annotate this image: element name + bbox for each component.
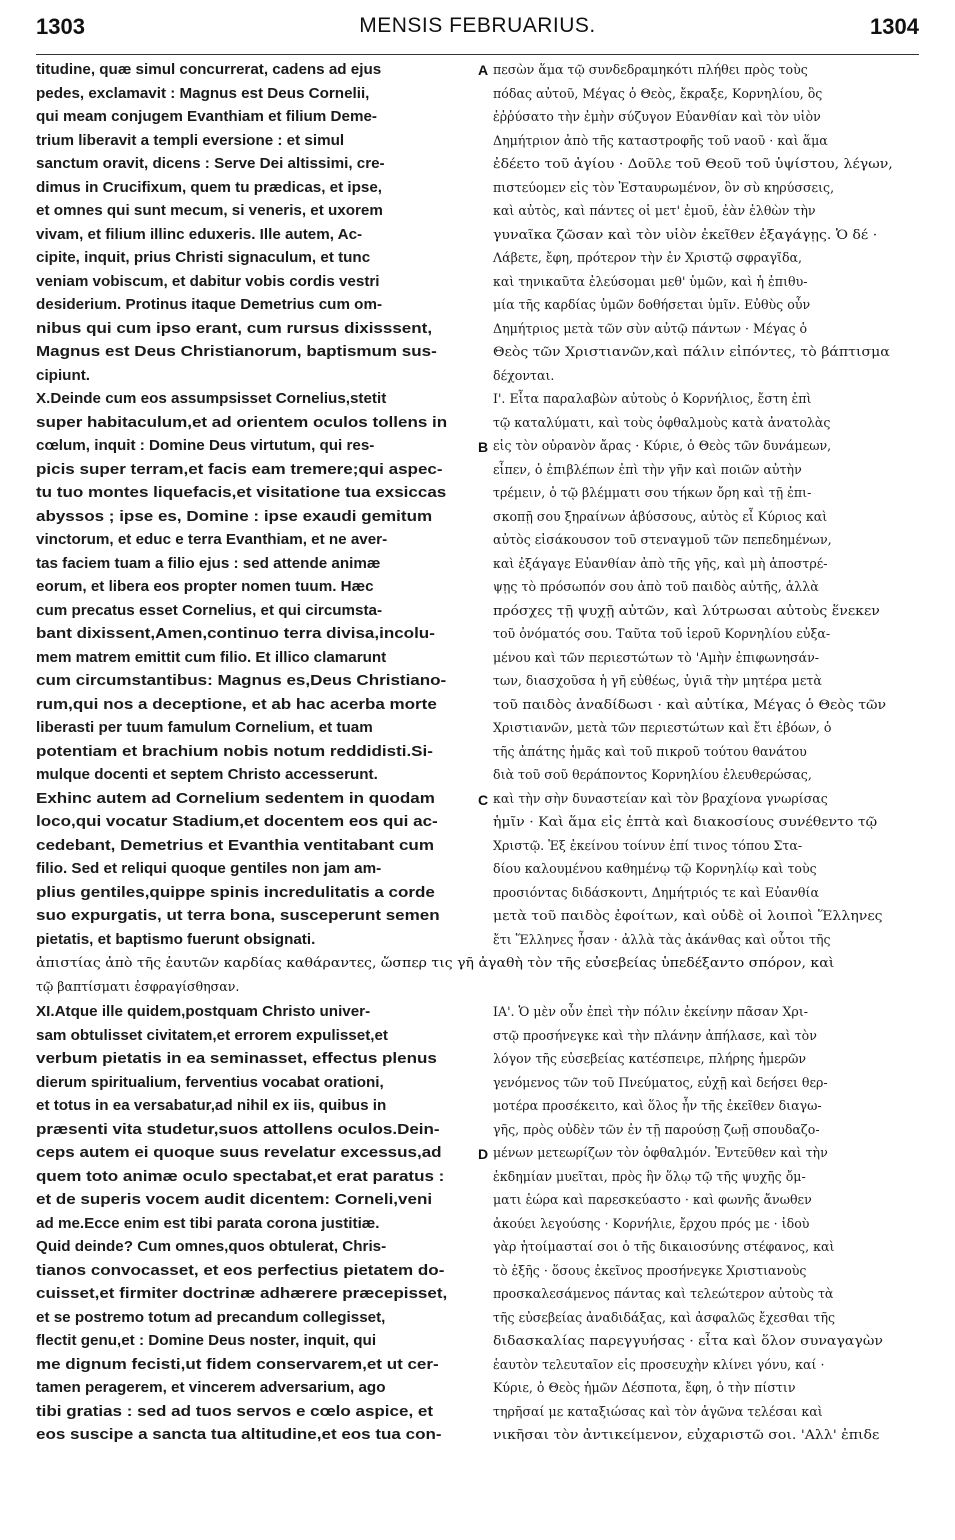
running-title: MENSIS FEBRUARIUS. [359, 14, 596, 37]
latin-text-line-text: tianos convocasset, et eos perfectius pietatem do- [36, 1261, 445, 1279]
latin-text-line-text: tibi gratias : sed ad tuos servos e cœlo aspice, et [36, 1402, 434, 1420]
greek-text-line [493, 575, 923, 599]
latin-text-line-text: nibus qui cum ipso erant, cum rursus dixisssent, [36, 319, 433, 337]
greek-text-line [493, 1118, 923, 1142]
greek-text-line [493, 176, 923, 200]
greek-column-bottom [493, 1000, 923, 1447]
greek-text-line [493, 1071, 923, 1095]
greek-text-line [493, 458, 923, 482]
latin-text-line-text: X.Deinde cum eos assumpsisset Cornelius,stetit [36, 390, 387, 407]
latin-text-line [36, 1118, 478, 1142]
latin-text-line [36, 481, 478, 505]
greek-text-line [493, 1165, 923, 1189]
latin-text-line [36, 1024, 478, 1048]
greek-text-line-text: πιστεύομεν εἰς τὸν Ἐσταυρωμένον, ὃν σὺ κηρύσσεις, [493, 179, 835, 195]
greek-text-line [493, 317, 923, 341]
latin-text-line-text: mulque docenti et septem Christo accesserunt. [36, 766, 378, 783]
greek-text-line-text: καὶ αὐτὸς, καὶ πάντες οἱ μετ' ἐμοῦ, ἐὰν ἐλθὼν τὴν [493, 203, 816, 218]
latin-text-line-text: cœlum, inquit : Domine Deus virtutum, qui res- [36, 437, 375, 454]
latin-text-line-text: ceps autem ei quoque suus revelatur excessus,ad [36, 1144, 442, 1161]
latin-text-line-text: et omnes qui sunt mecum, si veneris, et uxorem [36, 202, 383, 219]
greek-text-line [493, 669, 923, 693]
latin-text-line [36, 270, 478, 294]
latin-text-line [36, 1188, 478, 1212]
latin-text-line [36, 293, 478, 317]
latin-text-line [36, 810, 478, 834]
greek-text-line [493, 622, 923, 646]
greek-text-line-text: στῷ προσήνεγκε καὶ τὴν πλάνην ἀπήλασε, καὶ τὸν [493, 1027, 817, 1043]
latin-text-line-text: vinctorum, et educ e terra Evanthiam, et ne aver- [36, 531, 388, 548]
latin-text-line-text: Quid deinde? Cum omnes,quos obtulerat, Chris- [36, 1238, 387, 1255]
latin-text-line-text: ad me.Ecce enim est tibi parata corona justitiæ. [36, 1214, 380, 1232]
greek-text-line-text: δέχονται. [493, 367, 555, 383]
latin-text-line-text: dimus in Crucifixum, quem tu prædicas, et ipse, [36, 178, 383, 196]
greek-text-line [493, 340, 923, 364]
greek-text-line [493, 129, 923, 153]
latin-text-line [36, 340, 478, 364]
greek-text-line [493, 646, 923, 670]
greek-text-line-text: τοῦ παιδὸς ἀναδίδωσι · καὶ αὐτίκα, Μέγας ὁ Θεὸς τῶν [493, 696, 887, 712]
greek-text-line [493, 1047, 923, 1071]
greek-text-line-text: ἔτι Ἕλληνες ἦσαν · ἀλλὰ τὰς ἀκάνθας καὶ οὗτοι τῆς [493, 931, 831, 947]
margin-letter-d: D [478, 1146, 489, 1162]
latin-text-line-text: cipiunt. [36, 366, 90, 384]
latin-text-line [36, 105, 478, 129]
latin-text-line-text: mem matrem emittit cum filio. Et illico clamarunt [36, 648, 387, 666]
latin-text-line-text: cipite, inquit, prius Christi signaculum, et tunc [36, 249, 371, 266]
latin-text-line-text: XI.Atque ille quidem,postquam Christo univer- [36, 1003, 371, 1020]
latin-text-line [36, 1071, 478, 1095]
greek-text-line-text: μοτέρα προσέκειτο, καὶ ὅλος ἦν τῆς ἐκεῖθεν διαγω- [493, 1098, 822, 1113]
latin-column-top [36, 58, 478, 951]
latin-text-line [36, 928, 478, 952]
greek-full-line-text: τῷ βαπτίσματι ἐσφραγίσθησαν. [36, 978, 240, 994]
greek-text-line [493, 481, 923, 505]
greek-text-line-text: τῆς εὐσεβείας ἀναδιδάξας, καὶ ἀσφαλῶς ἔχεσθαι τῆς [493, 1309, 836, 1325]
latin-text-line [36, 599, 478, 623]
greek-text-line [493, 810, 923, 834]
greek-text-line-text: τρέμειν, ὁ τῷ βλέμματι σου τήκων ὄρη καὶ τῇ ἐπι- [493, 485, 812, 500]
greek-text-line [493, 1235, 923, 1259]
greek-text-line [493, 82, 923, 106]
latin-text-line [36, 58, 478, 82]
greek-full-line [36, 975, 922, 999]
latin-text-line-text: bant dixissent,Amen,continuo terra divisa,incolu- [36, 625, 435, 642]
greek-text-line-text: ἐῤῥύσατο τὴν ἐμὴν σύζυγον Εὐανθίαν καὶ τὸν υἱὸν [493, 109, 821, 124]
greek-column-top [493, 58, 923, 951]
latin-text-line [36, 693, 478, 717]
greek-text-line-text: εἰς τὸν οὐρανὸν ἄρας · Κύριε, ὁ Θεὸς τῶν δυνάμεων, [493, 438, 832, 453]
latin-text-line-text: sanctum oravit, dicens : Serve Dei altissimi, cre- [36, 155, 385, 172]
greek-text-line-text: τὸ ἑξῆς · ὅσους ἐκεῖνος προσήνεγκε Χριστιανοὺς [493, 1262, 807, 1278]
latin-text-line-text: suo expurgatis, ut terra bona, susceperunt semen [36, 907, 440, 924]
greek-text-line [493, 505, 923, 529]
latin-text-line [36, 904, 478, 928]
latin-text-line-text: qui meam conjugem Evanthiam et filium Deme- [36, 108, 377, 125]
greek-text-line [493, 716, 923, 740]
greek-text-line-text: προσιόντας διδάσκοντι, Δημήτριός τε καὶ Εὐανθία [493, 884, 819, 900]
greek-text-line [493, 1000, 923, 1024]
latin-text-line [36, 246, 478, 270]
greek-text-line-text: ἐκδημίαν μυεῖται, πρὸς ἣν ὅλῳ τῷ τῆς ψυχῆς ὄμ- [493, 1168, 806, 1184]
greek-text-line [493, 1212, 923, 1236]
greek-text-line [493, 881, 923, 905]
latin-text-line [36, 1212, 478, 1236]
greek-text-line [493, 293, 923, 317]
greek-text-line [493, 787, 923, 811]
latin-text-line-text: super habitaculum,et ad orientem oculos tollens in [36, 413, 448, 431]
latin-text-line [36, 787, 478, 811]
greek-text-line-text: ψῃς τὸ πρόσωπόν σου ἀπὸ τοῦ παιδὸς αὐτῆς, ἀλλὰ [493, 579, 819, 594]
greek-text-line [493, 105, 923, 129]
greek-text-line [493, 1188, 923, 1212]
greek-text-line [493, 387, 923, 411]
latin-text-line [36, 199, 478, 223]
greek-text-line [493, 552, 923, 576]
latin-text-line [36, 1259, 478, 1283]
latin-text-line [36, 1235, 478, 1259]
latin-text-line-text: liberasti per tuum famulum Cornelium, et tuam [36, 719, 373, 736]
latin-text-line-text: pietatis, et baptismo fuerunt obsignati. [36, 930, 316, 948]
latin-text-line-text: flectit genu,et : Domine Deus noster, inquit, qui [36, 1332, 377, 1349]
latin-text-line-text: titudine, quæ simul concurrerat, cadens ad ejus [36, 61, 382, 78]
greek-text-line-text: ἀκούει λεγούσης · Κορνήλιε, ἔρχου πρός με · ἰδοὺ [493, 1215, 810, 1231]
greek-text-line [493, 740, 923, 764]
greek-text-line-text: γὰρ ἡτοίμασταί σοι ὁ τῆς δικαιοσύνης στέφανος, καὶ [493, 1239, 835, 1254]
greek-text-line [493, 1423, 923, 1447]
latin-text-line [36, 1165, 478, 1189]
latin-text-line-text: et totus in ea versabatur,ad nihil ex iis, quibus in [36, 1097, 387, 1114]
greek-text-line [493, 904, 923, 928]
greek-text-line [493, 364, 923, 388]
greek-text-line [493, 411, 923, 435]
greek-text-line-text: ἑαυτὸν τελευταῖον εἰς προσευχὴν κλίνει γόνυ, καί · [493, 1356, 825, 1372]
latin-text-line-text: loco,qui vocatur Stadium,et docentem eos qui ac- [36, 813, 438, 830]
latin-text-line-text: desiderium. Protinus itaque Demetrius cum om- [36, 296, 383, 313]
latin-text-line [36, 1376, 478, 1400]
greek-text-line-text: πρόσχες τῇ ψυχῇ αὐτῶν, καὶ λύτρωσαι αὐτοὺς ἕνεκεν [493, 602, 880, 618]
latin-text-line-text: picis super terram,et facis eam tremere;qui aspec- [36, 460, 443, 478]
latin-text-line-text: vivam, et filium illinc eduxeris. Ille autem, Ac- [36, 225, 363, 243]
running-header [36, 14, 919, 48]
greek-text-line-text: Χριστῷ. Ἐξ ἐκείνου τοίνυν ἐπί τινος τόπου Στα- [493, 837, 803, 853]
latin-text-line-text: rum,qui nos a deceptione, et ab hac acerba morte [36, 695, 437, 713]
latin-text-line-text: Magnus est Deus Christianorum, baptismum sus- [36, 343, 437, 360]
greek-text-line-text: προσκαλεσάμενος πάντας καὶ τελεώτερον αὐτοὺς τὰ [493, 1286, 834, 1301]
greek-text-line [493, 763, 923, 787]
latin-text-line-text: et se postremo totum ad precandum collegisset, [36, 1308, 386, 1326]
latin-text-line-text: cum precatus esset Cornelius, et qui circumsta- [36, 601, 383, 619]
latin-text-line [36, 740, 478, 764]
latin-text-line [36, 1423, 478, 1447]
greek-text-line [493, 58, 923, 82]
greek-text-line-text: Δημήτριον ἀπὸ τῆς καταστροφῆς τοῦ ναοῦ · καὶ ἅμα [493, 132, 828, 148]
greek-text-line-text: πεσὼν ἅμα τῷ συνδεδραμηκότι πλήθει πρὸς τοὺς [493, 62, 808, 77]
latin-text-line [36, 1306, 478, 1330]
latin-text-line [36, 317, 478, 341]
greek-text-line [493, 857, 923, 881]
greek-text-line-text: Κύριε, ὁ Θεὸς ἡμῶν Δέσποτα, ἔφη, ὁ τὴν πίστιν [493, 1380, 796, 1395]
greek-text-line-text: καὶ τὴν σὴν δυναστείαν καὶ τὸν βραχίονα γνωρίσας [493, 790, 828, 806]
greek-text-line-text: νικῆσαι τὸν ἀντικείμενον, εὐχαριστῶ σοι. 'Αλλ' ἐπιδε [493, 1427, 880, 1442]
greek-text-line-text: μία τῆς καρδίας ὑμῶν δοθήσεται ὑμῖν. Εὐθὺς οὖν [493, 297, 811, 312]
greek-text-line [493, 223, 923, 247]
latin-text-line [36, 669, 478, 693]
latin-text-line [36, 434, 478, 458]
latin-text-line-text: eos suscipe a sancta tua altitudine,et eos tua con- [36, 1426, 442, 1443]
latin-text-line-text: filio. Sed et reliqui quoque gentiles non jam am- [36, 860, 382, 877]
latin-text-line [36, 1282, 478, 1306]
greek-text-line-text: τηρῆσαί με καταξιώσας καὶ τὸν ἀγῶνα τελέσαι καὶ [493, 1403, 823, 1419]
latin-text-line-text: cuisset,et firmiter doctrinæ adhærere præcepisset, [36, 1285, 448, 1302]
latin-text-line-text: cedebant, Demetrius et Evanthia ventitabant cum [36, 836, 434, 854]
latin-text-line [36, 1329, 478, 1353]
latin-text-line [36, 881, 478, 905]
greek-text-line [493, 1282, 923, 1306]
greek-text-line-text: των, διασχοῦσα ἡ γῆ εὐθέως, ὑγιᾶ τὴν μητέρα μετὰ [493, 673, 822, 688]
greek-text-line-text: ἡμῖν · Καὶ ἅμα εἰς ἑπτὰ καὶ διακοσίους συνέθεντο τῷ [493, 814, 878, 829]
greek-text-line-text: διδασκαλίας παρεγγυήσας · εἶτα καὶ ὅλον συναγαγὼν [493, 1333, 883, 1348]
greek-text-line-text: ΙΑ'. Ὁ μὲν οὖν ἐπεὶ τὴν πόλιν ἐκείνην πᾶσαν Χρι- [493, 1004, 809, 1019]
latin-text-line-text: cum circumstantibus: Magnus es,Deus Christiano- [36, 672, 447, 689]
latin-text-line [36, 223, 478, 247]
latin-text-line [36, 364, 478, 388]
greek-text-line-text: Χριστιανῶν, μετὰ τῶν περιεστώτων καὶ ἔτι ἐβόων, ὁ [493, 720, 832, 735]
latin-text-line-text: plius gentiles,quippe spinis incredulitatis a corde [36, 883, 435, 901]
latin-text-line [36, 622, 478, 646]
greek-text-line-text: τοῦ ὀνόματός σου. Ταῦτα τοῦ ἱεροῦ Κορνηλίου εὐξα- [493, 626, 831, 641]
latin-text-line-text: abyssos ; ipse es, Domine : ipse exaudi gemitum [36, 507, 433, 525]
greek-text-line-text: τῷ καταλύματι, καὶ τοὺς ὀφθαλμοὺς κατὰ ἀνατολὰς [493, 414, 831, 430]
greek-text-line-text: γυναῖκα ζῶσαν καὶ τὸν υἱὸν ἐκεῖθεν ἐξαγάγῃς. Ὁ δέ · [493, 226, 878, 242]
latin-text-line-text: verbum pietatis in ea seminasset, effectus plenus [36, 1050, 437, 1067]
greek-text-line [493, 246, 923, 270]
latin-text-line [36, 1000, 478, 1024]
greek-text-line [493, 1353, 923, 1377]
greek-text-line-text: ματι ἑώρα καὶ παρεσκεύαστο · καὶ φωνῆς ἄνωθεν [493, 1192, 812, 1207]
latin-text-line-text: pedes, exclamavit : Magnus est Deus Cornelii, [36, 84, 370, 102]
latin-text-line-text: sam obtulisset civitatem,et errorem expulisset,et [36, 1026, 388, 1044]
greek-text-line-text: διὰ τοῦ σοῦ θεράποντος Κορνηλίου ἐλευθερώσας, [493, 767, 812, 782]
greek-text-line [493, 528, 923, 552]
greek-text-line-text: Ι'. Εἶτα παραλαβὼν αὐτοὺς ὁ Κορνήλιος, ἔστη ἐπὶ [493, 391, 812, 406]
latin-text-line [36, 1400, 478, 1424]
latin-text-line [36, 763, 478, 787]
latin-text-line-text: Exhinc autem ad Cornelium sedentem in quodam [36, 789, 435, 807]
greek-text-line-text: γῆς, πρὸς οὐδὲν τῶν ἐν τῇ παρούσῃ ζωῇ σπουδαζο- [493, 1121, 820, 1137]
greek-text-line-text: πόδας αὐτοῦ, Μέγας ὁ Θεὸς, ἔκραξε, Κορνηλίου, ὃς [493, 85, 823, 101]
greek-text-line [493, 599, 923, 623]
margin-letter-b: B [478, 439, 489, 455]
greek-text-line [493, 1400, 923, 1424]
greek-text-line [493, 1376, 923, 1400]
latin-text-line-text: eorum, et libera eos propter nomen tuum. Hæc [36, 578, 374, 595]
latin-text-line-text: potentiam et brachium nobis notum reddidisti.Si- [36, 742, 433, 760]
greek-text-line-text: μένων μετεωρίζων τὸν ὀφθαλμόν. Ἐντεῦθεν καὶ τὴν [493, 1145, 828, 1160]
full-width-greek-lines [36, 951, 922, 998]
greek-full-line-text: ἀπιστίας ἀπὸ τῆς ἑαυτῶν καρδίας καθάραντες, ὥσπερ τις γῆ ἀγαθὴ τὸν τῆς εὐσεβείας ὑπεδέξαντο σπόρον, καὶ [36, 955, 835, 970]
latin-text-line-text: tamen peragerem, et vincerem adversarium, ago [36, 1379, 386, 1396]
greek-text-line-text: σκοπῇ σου ξηραίνων ἀβύσσους, αὐτὸς εἶ Κύριος καὶ [493, 508, 828, 524]
latin-text-line [36, 857, 478, 881]
greek-text-line-text: τῆς ἀπάτης ἡμᾶς καὶ τοῦ πικροῦ τούτου θανάτου [493, 743, 807, 759]
latin-text-line [36, 646, 478, 670]
latin-text-line [36, 575, 478, 599]
latin-text-line [36, 716, 478, 740]
greek-text-line-text: εἶπεν, ὁ ἐπιβλέπων ἐπὶ τὴν γῆν καὶ ποιῶν αὐτὴν [493, 461, 802, 477]
margin-letter-c: C [478, 792, 489, 808]
margin-letter-a: A [478, 62, 489, 78]
greek-text-line-text: Θεὸς τῶν Χριστιανῶν,καὶ πάλιν εἰπόντες, τὸ βάπτισμα [493, 344, 890, 359]
greek-text-line [493, 1094, 923, 1118]
latin-text-line [36, 834, 478, 858]
greek-text-line [493, 1329, 923, 1353]
greek-text-line-text: μένου καὶ τῶν περιεστώτων τὸ 'Αμὴν ἐπιφωνησάν- [493, 649, 819, 665]
greek-text-line [493, 1141, 923, 1165]
greek-text-line-text: δίου καλουμένου καθημένῳ τῷ Κορνηλίῳ καὶ τοὺς [493, 861, 817, 876]
greek-text-line-text: ἐδέετο τοῦ ἁγίου · Δοῦλε τοῦ Θεοῦ τοῦ ὑψίστου, λέγων, [493, 156, 893, 171]
header-rule [36, 54, 919, 55]
greek-text-line-text: αὐτὸς εἰσάκουσον τοῦ στεναγμοῦ τῶν πεπεδημένων, [493, 532, 832, 547]
latin-text-line-text: trium liberavit a templi eversione : et simul [36, 131, 345, 149]
latin-text-line [36, 82, 478, 106]
latin-text-line [36, 1094, 478, 1118]
greek-text-line [493, 199, 923, 223]
latin-text-line-text: dierum spiritualium, ferventius vocabat orationi, [36, 1073, 384, 1091]
latin-text-line-text: me dignum fecisti,ut fidem conservarem,et ut cer- [36, 1355, 439, 1373]
latin-text-line-text: quem toto animæ oculo spectabat,et erat paratus : [36, 1167, 445, 1185]
latin-text-line [36, 176, 478, 200]
greek-text-line [493, 152, 923, 176]
latin-text-line [36, 458, 478, 482]
latin-text-line [36, 1141, 478, 1165]
greek-text-line [493, 693, 923, 717]
latin-column-bottom [36, 1000, 478, 1447]
latin-text-line-text: et de superis vocem audit dicentem: Corneli,veni [36, 1191, 433, 1208]
latin-text-line [36, 152, 478, 176]
latin-text-line-text: tas faciem tuam a filio ejus : sed attende animæ [36, 554, 381, 572]
greek-text-line-text: λόγον τῆς εὐσεβείας κατέσπειρε, πλήρης ἡμερῶν [493, 1051, 807, 1066]
greek-text-line-text: μετὰ τοῦ παιδὸς ἐφοίτων, καὶ οὐδὲ οἱ λοιποὶ Ἕλληνες [493, 908, 883, 923]
greek-text-line [493, 928, 923, 952]
greek-text-line-text: γενόμενος τῶν τοῦ Πνεύματος, εὐχῇ καὶ δεήσει θερ- [493, 1074, 828, 1090]
latin-text-line-text: præsenti vita studetur,suos attollens oculos.Dein- [36, 1120, 440, 1138]
latin-text-line [36, 1353, 478, 1377]
greek-text-line [493, 270, 923, 294]
latin-text-line-text: tu tuo montes liquefacis,et visitatione tua exsiccas [36, 484, 447, 501]
latin-text-line [36, 411, 478, 435]
greek-text-line [493, 1259, 923, 1283]
greek-text-line-text: Δημήτριος μετὰ τῶν σὺν αὐτῷ πάντων · Μέγας ὁ [493, 320, 808, 336]
latin-text-line [36, 1047, 478, 1071]
latin-text-line [36, 552, 478, 576]
greek-text-line-text: καὶ τηνικαῦτα ἐλεύσομαι μεθ' ὑμῶν, καὶ ἡ ἐπιθυ- [493, 273, 808, 289]
page-number-right: 1304 [870, 14, 919, 39]
greek-full-line [36, 951, 922, 975]
page-number-left: 1303 [36, 14, 85, 39]
greek-text-line-text: καὶ ἐξάγαγε Εὐανθίαν ἀπὸ τῆς γῆς, καὶ μὴ ἀποστρέ- [493, 555, 828, 571]
latin-text-line [36, 387, 478, 411]
latin-text-line [36, 528, 478, 552]
latin-text-line-text: veniam vobiscum, et dabitur vobis cordis vestri [36, 272, 380, 290]
greek-text-line-text: Λάβετε, ἔφη, πρότερον τὴν ἐν Χριστῷ σφραγῖδα, [493, 250, 803, 265]
greek-text-line [493, 1306, 923, 1330]
greek-text-line [493, 434, 923, 458]
greek-text-line [493, 1024, 923, 1048]
latin-text-line [36, 129, 478, 153]
latin-text-line [36, 505, 478, 529]
greek-text-line [493, 834, 923, 858]
